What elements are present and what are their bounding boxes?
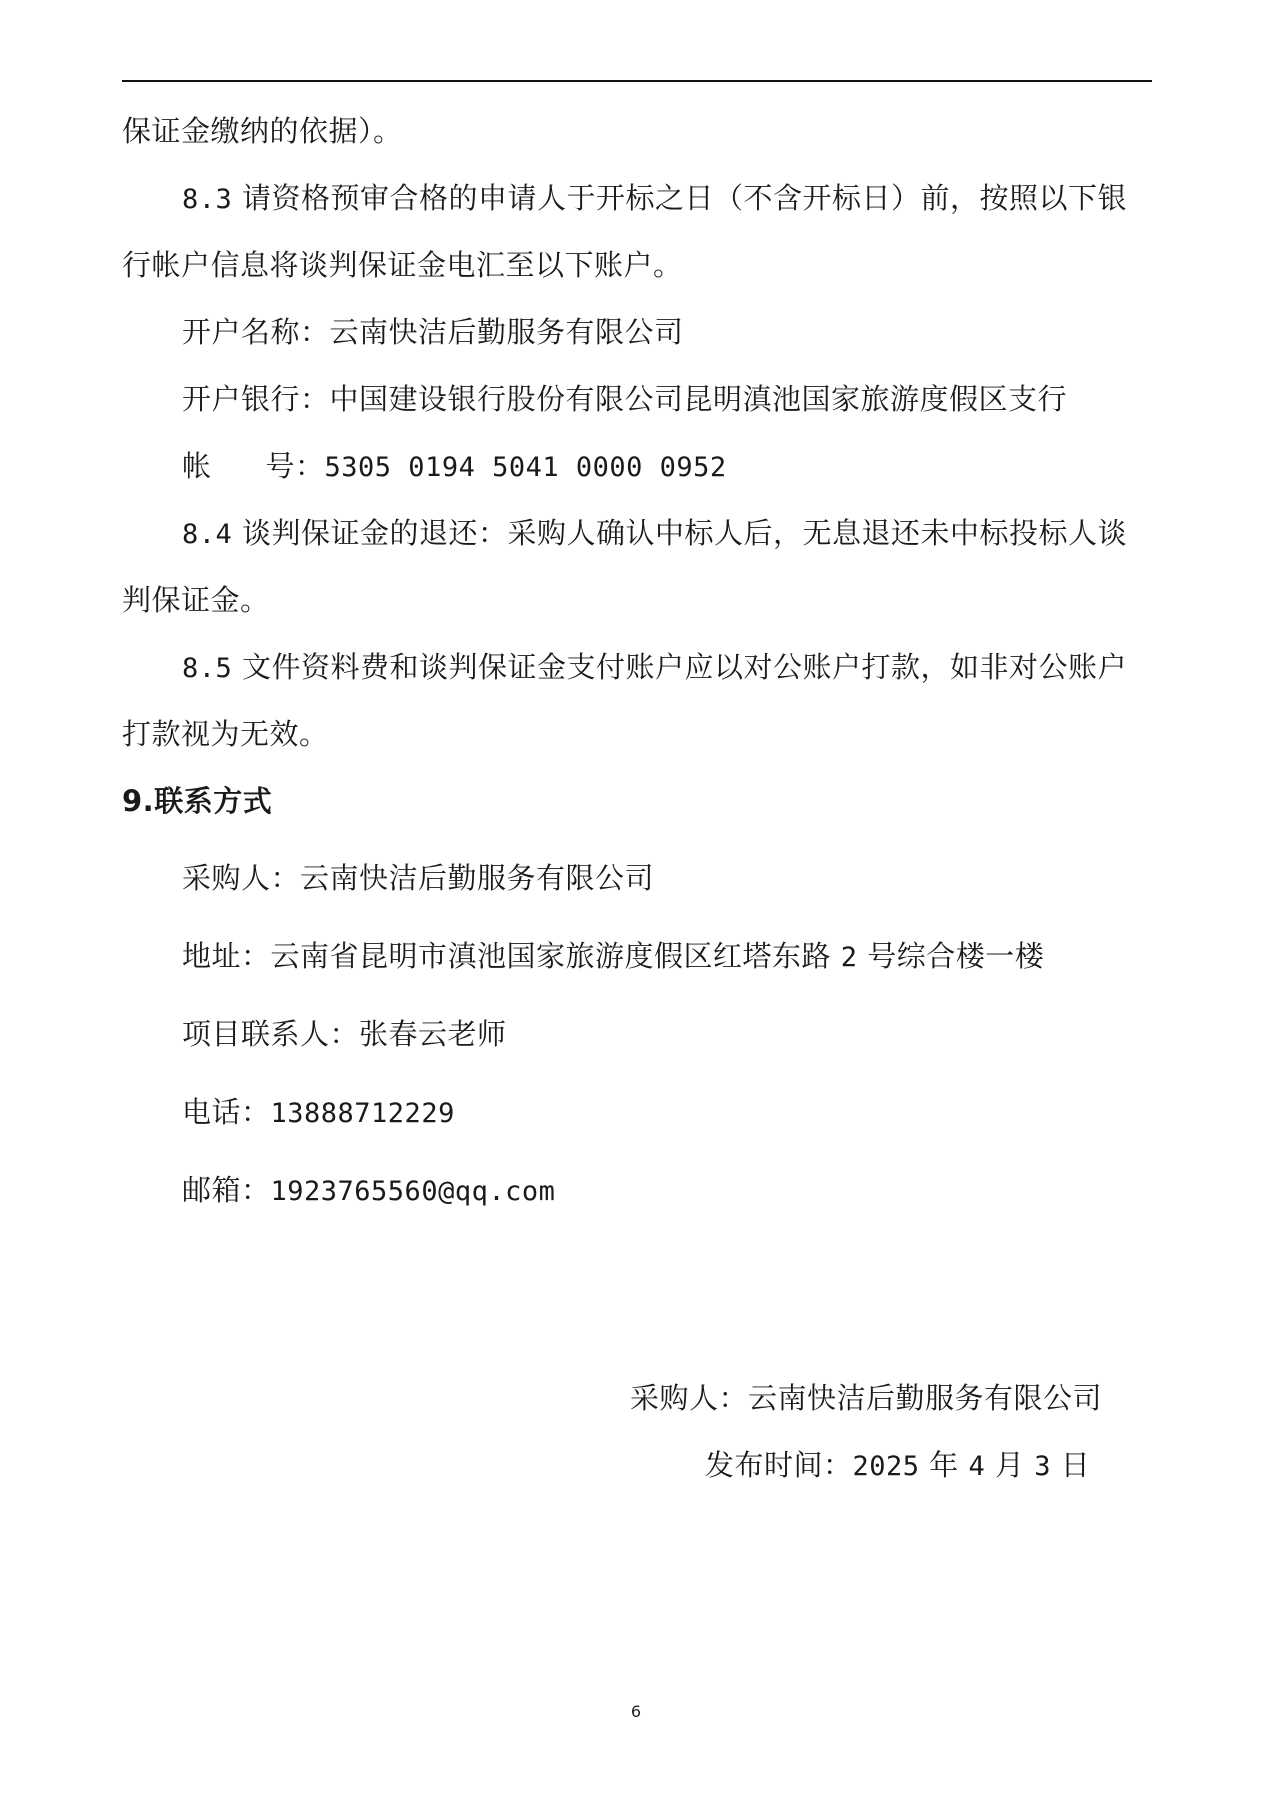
section-9-heading: 9.联系方式 — [122, 784, 273, 818]
clause-number: 8.5 — [182, 653, 233, 684]
paragraph-line — [122, 247, 683, 283]
paragraph-line — [122, 113, 403, 149]
address-text: 地址：云南省昆明市滇池国家旅游度假区红塔东路 — [182, 939, 832, 973]
phone-value: 13888712229 — [270, 1098, 455, 1129]
address-number: 2 — [840, 942, 858, 973]
clause-number: 8.3 — [182, 184, 233, 215]
text: 打款视为无效。 — [122, 717, 329, 751]
email-label: 邮箱： — [182, 1173, 271, 1207]
paragraph-line — [122, 716, 329, 752]
contact-person — [182, 1016, 507, 1052]
text: 开户银行：中国建设银行股份有限公司昆明滇池国家旅游度假区支行 — [182, 382, 1068, 416]
text: 采购人：云南快洁后勤服务有限公司 — [182, 861, 655, 895]
clause-8-5 — [182, 649, 1127, 687]
address-text-end: 号综合楼一楼 — [867, 939, 1045, 973]
text: 保证金缴纳的依据）。 — [122, 114, 403, 148]
account-number-value: 5305 0194 5041 0000 0952 — [324, 452, 727, 483]
contact-phone — [182, 1094, 455, 1132]
text: 判保证金。 — [122, 583, 270, 617]
account-number — [182, 448, 727, 486]
text: 行帐户信息将谈判保证金电汇至以下账户。 — [122, 248, 683, 282]
clause-text: 谈判保证金的退还：采购人确认中标人后，无息退还未中标投标人谈 — [242, 516, 1128, 550]
section-heading — [122, 783, 272, 819]
date-year-unit: 年 — [929, 1448, 959, 1482]
contact-email — [182, 1172, 555, 1210]
account-bank — [182, 381, 1067, 417]
date-year: 2025 — [852, 1451, 920, 1482]
date-day: 3 — [1034, 1451, 1051, 1482]
date-month-unit: 月 — [994, 1448, 1025, 1482]
clause-8-4 — [182, 515, 1127, 553]
email-value: 1923765560@qq.com — [270, 1176, 556, 1207]
signature-date — [705, 1447, 1090, 1485]
text: 开户名称：云南快洁后勤服务有限公司 — [182, 315, 684, 349]
header-rule — [122, 80, 1152, 82]
paragraph-line — [122, 582, 270, 618]
label-part-b: 号： — [265, 449, 325, 483]
text: 采购人：云南快洁后勤服务有限公司 — [630, 1381, 1103, 1415]
page-number: 6 — [630, 1702, 642, 1721]
clause-number: 8.4 — [182, 519, 233, 550]
contact-address — [182, 938, 1044, 976]
clause-8-3 — [182, 180, 1127, 218]
clause-text: 文件资料费和谈判保证金支付账户应以对公账户打款，如非对公账户 — [242, 650, 1128, 684]
phone-label: 电话： — [182, 1095, 271, 1129]
account-name — [182, 314, 684, 350]
date-day-unit: 日 — [1060, 1448, 1091, 1482]
date-label: 发布时间： — [705, 1448, 853, 1482]
date-month: 4 — [968, 1451, 986, 1482]
text: 项目联系人：张春云老师 — [182, 1017, 507, 1051]
clause-text: 请资格预审合格的申请人于开标之日（不含开标日）前，按照以下银 — [242, 181, 1128, 215]
contact-purchaser — [182, 860, 654, 896]
signature-purchaser — [630, 1380, 1102, 1416]
label-part-a: 帐 — [182, 449, 212, 483]
